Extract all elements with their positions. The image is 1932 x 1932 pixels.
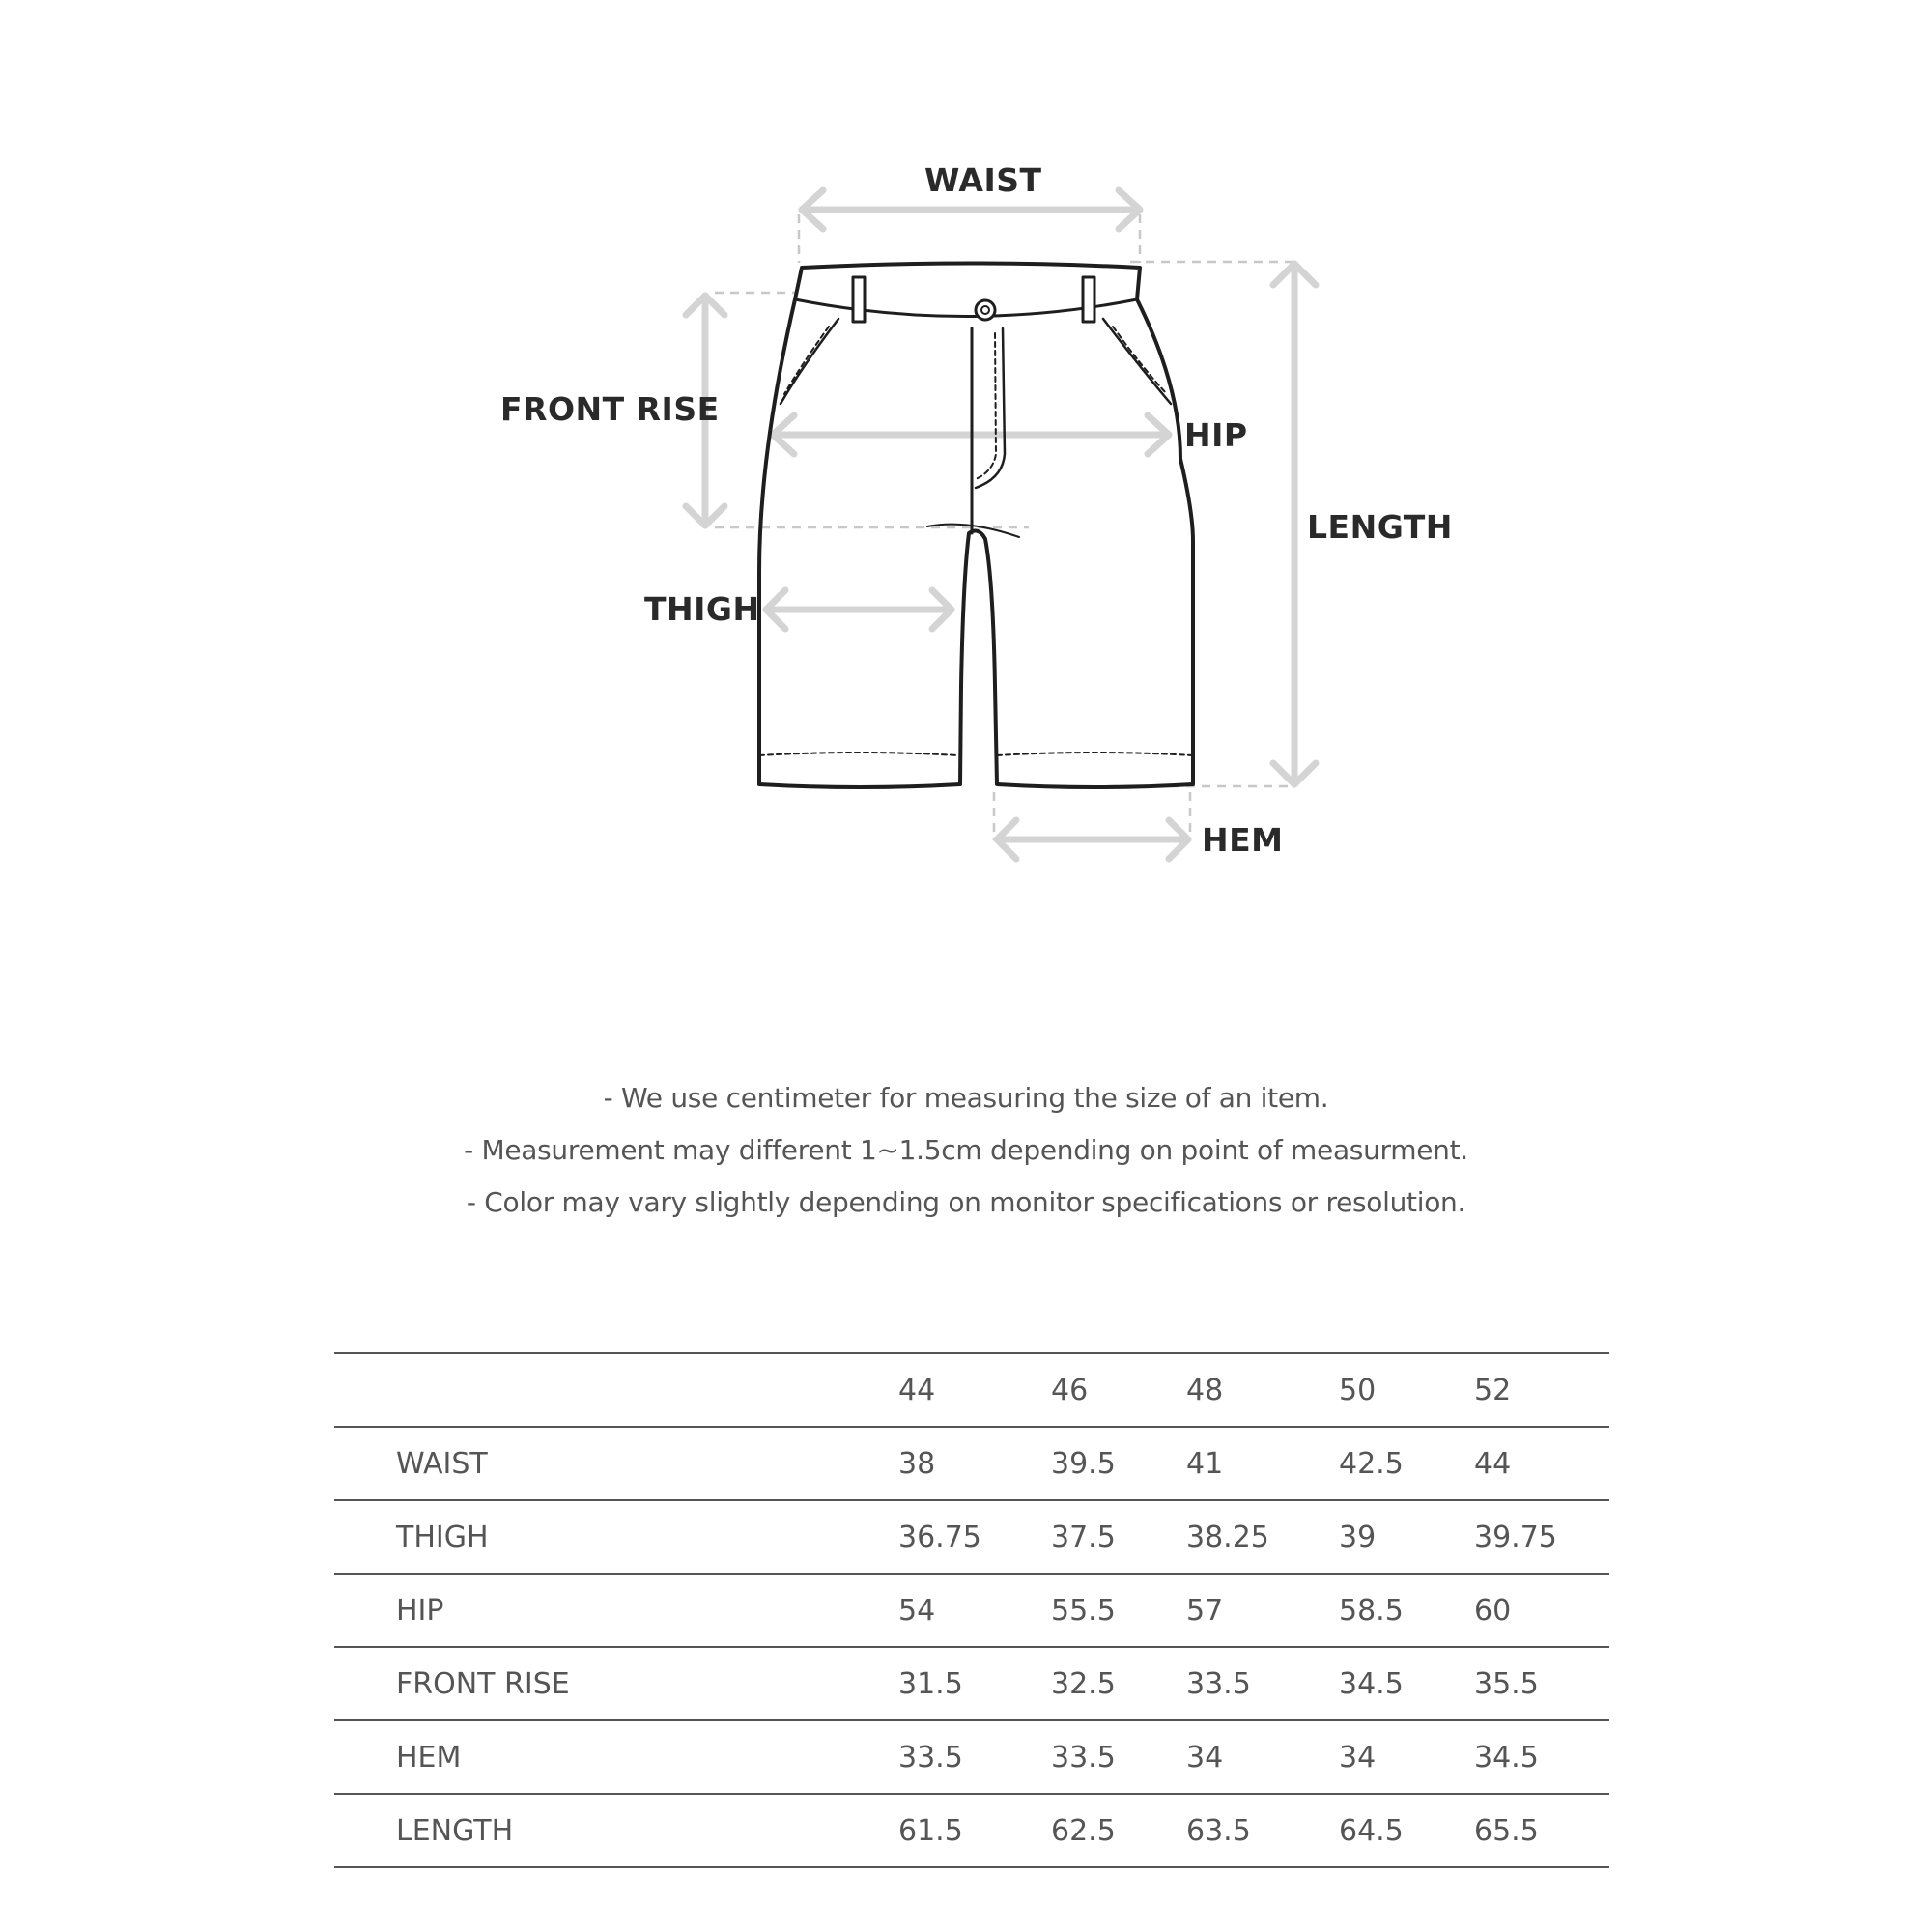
table-row-thigh [334, 1500, 1609, 1574]
row-label: HIP [396, 1593, 444, 1628]
hem-label: HEM [1202, 821, 1284, 859]
table-cell: 64.5 [1339, 1813, 1404, 1848]
row-label: THIGH [396, 1520, 489, 1554]
size-header: 46 [1051, 1373, 1089, 1407]
table-row-hem [334, 1720, 1609, 1794]
table-cell: 61.5 [898, 1813, 963, 1848]
thigh-arrow [766, 590, 952, 629]
row-label: WAIST [396, 1446, 488, 1481]
table-cell: 34.5 [1474, 1740, 1539, 1775]
table-cell: 44 [1474, 1446, 1512, 1481]
table-cell: 39.5 [1051, 1446, 1116, 1481]
table-cell: 63.5 [1186, 1813, 1251, 1848]
size-header: 50 [1339, 1373, 1377, 1407]
table-cell: 37.5 [1051, 1520, 1116, 1554]
waist-label: WAIST [924, 161, 1042, 199]
table-header-row [334, 1353, 1609, 1427]
hip-label: HIP [1184, 416, 1248, 454]
table-cell: 65.5 [1474, 1813, 1539, 1848]
size-header: 48 [1186, 1373, 1224, 1407]
table-row-front-rise [334, 1647, 1609, 1720]
shorts-outline [759, 264, 1193, 788]
table-cell: 38.25 [1186, 1520, 1269, 1554]
table-row-waist [334, 1427, 1609, 1500]
row-label: LENGTH [396, 1813, 514, 1848]
row-label: FRONT RISE [396, 1666, 570, 1701]
size-header: 52 [1474, 1373, 1512, 1407]
table-cell: 42.5 [1339, 1446, 1404, 1481]
table-cell: 57 [1186, 1593, 1224, 1628]
table-cell: 60 [1474, 1593, 1512, 1628]
table-cell: 55.5 [1051, 1593, 1116, 1628]
measurement-notes [0, 1072, 1932, 1229]
table-cell: 38 [898, 1446, 936, 1481]
table-cell: 39.75 [1474, 1520, 1557, 1554]
length-label: LENGTH [1307, 508, 1453, 546]
table-row-length [334, 1794, 1609, 1867]
table-cell: 36.75 [898, 1520, 981, 1554]
row-label: HEM [396, 1740, 462, 1775]
table-row-hip [334, 1574, 1609, 1647]
table-cell: 62.5 [1051, 1813, 1116, 1848]
table-cell: 31.5 [898, 1666, 963, 1701]
table-cell: 32.5 [1051, 1666, 1116, 1701]
hem-arrow [997, 820, 1188, 859]
table-cell: 33.5 [898, 1740, 963, 1775]
note-color: - Color may vary slightly depending on monitor specifications or resolution. [466, 1186, 1466, 1218]
thigh-label: THIGH [644, 590, 760, 628]
table-cell: 41 [1186, 1446, 1224, 1481]
table-cell: 35.5 [1474, 1666, 1539, 1701]
note-tolerance: - Measurement may different 1~1.5cm depending on point of measurment. [464, 1134, 1468, 1166]
note-unit: - We use centimeter for measuring the size of an item. [603, 1082, 1329, 1114]
size-table [334, 1352, 1609, 1868]
front-rise-label: FRONT RISE [500, 390, 720, 428]
table-cell: 33.5 [1051, 1740, 1116, 1775]
table-cell: 34 [1339, 1740, 1377, 1775]
table-cell: 39 [1339, 1520, 1377, 1554]
table-cell: 34 [1186, 1740, 1224, 1775]
table-cell: 58.5 [1339, 1593, 1404, 1628]
guide-lines [715, 214, 1293, 840]
table-cell: 34.5 [1339, 1666, 1404, 1701]
table-corner-cell [334, 1353, 898, 1427]
table-cell: 33.5 [1186, 1666, 1251, 1701]
size-header: 44 [898, 1373, 936, 1407]
table-cell: 54 [898, 1593, 936, 1628]
